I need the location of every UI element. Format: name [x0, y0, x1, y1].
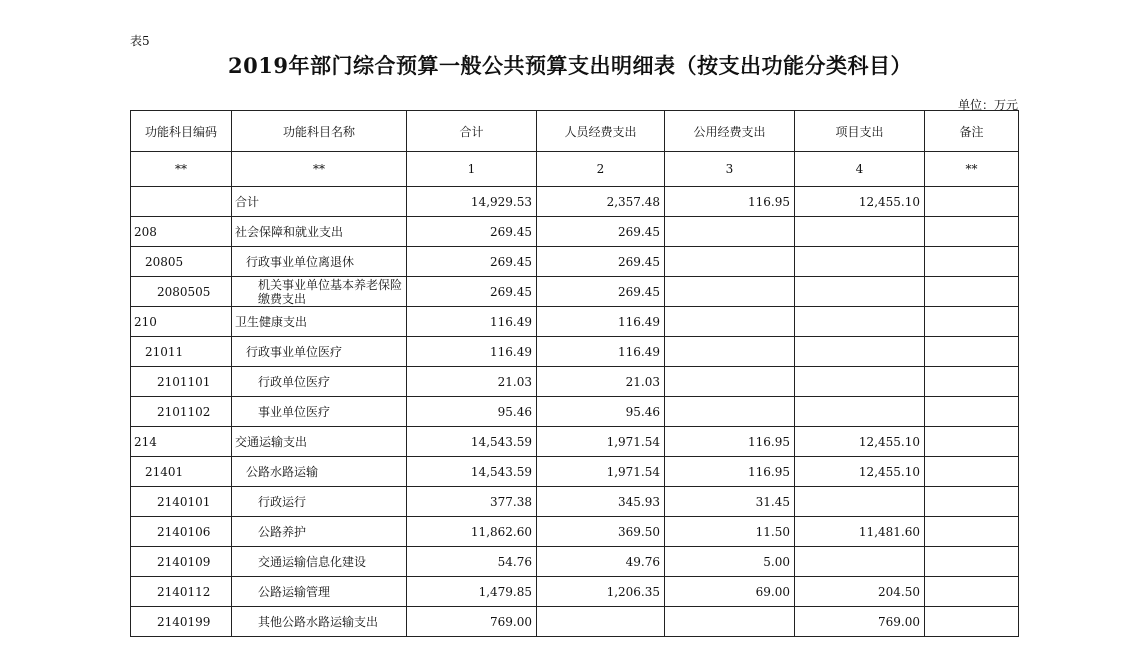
budget-table	[130, 110, 1019, 637]
cell-text: 269.45	[490, 224, 532, 239]
personnel-cell	[537, 217, 665, 247]
cell-text: 2140106	[157, 524, 211, 539]
column-header: 功能科目名称	[232, 111, 407, 152]
name-cell	[232, 487, 407, 517]
column-header: 功能科目编码	[131, 111, 232, 152]
code-cell	[131, 397, 232, 427]
code-cell	[131, 187, 232, 217]
personnel-cell	[537, 607, 665, 637]
code-cell	[131, 247, 232, 277]
cell-text: 行政单位医疗	[258, 374, 331, 389]
name-cell	[232, 397, 407, 427]
table-row	[131, 397, 1019, 427]
index-cell: **	[232, 152, 407, 187]
cell-text: 11,481.60	[858, 524, 920, 539]
cell-text: 769.00	[490, 614, 532, 629]
name-cell	[232, 547, 407, 577]
table-row	[131, 547, 1019, 577]
cell-text: 12,455.10	[858, 194, 920, 209]
code-cell	[131, 337, 232, 367]
total-cell	[407, 607, 537, 637]
cell-text: 2140109	[157, 554, 211, 569]
code-cell	[131, 607, 232, 637]
total-cell	[407, 577, 537, 607]
public-cell	[665, 277, 795, 307]
project-cell	[795, 487, 925, 517]
table-row	[131, 277, 1019, 307]
cell-text: 公路运输管理	[258, 584, 331, 599]
cell-text: 事业单位医疗	[258, 404, 331, 419]
public-cell	[665, 457, 795, 487]
cell-text: 行政事业单位医疗	[246, 344, 343, 359]
name-cell	[232, 577, 407, 607]
index-cell: **	[925, 152, 1019, 187]
note-cell	[925, 517, 1019, 547]
cell-text: 合计	[235, 194, 260, 209]
total-cell	[407, 367, 537, 397]
table-row	[131, 517, 1019, 547]
name-cell	[232, 517, 407, 547]
total-cell	[407, 547, 537, 577]
index-cell: 2	[537, 152, 665, 187]
public-cell	[665, 367, 795, 397]
personnel-cell	[537, 247, 665, 277]
code-cell	[131, 577, 232, 607]
cell-text: 95.46	[497, 404, 532, 419]
code-cell	[131, 517, 232, 547]
name-cell	[232, 187, 407, 217]
cell-text: 交通运输支出	[235, 434, 308, 449]
name-cell	[232, 367, 407, 397]
cell-text: 269.45	[618, 254, 660, 269]
index-row	[131, 152, 1019, 187]
note-cell	[925, 217, 1019, 247]
personnel-cell	[537, 277, 665, 307]
cell-text: 14,543.59	[470, 464, 532, 479]
cell-text: 2080505	[157, 284, 211, 299]
personnel-cell	[537, 577, 665, 607]
project-cell	[795, 547, 925, 577]
public-cell	[665, 217, 795, 247]
public-cell	[665, 337, 795, 367]
public-cell	[665, 577, 795, 607]
cell-text: 2101101	[157, 374, 211, 389]
cell-text: 208	[134, 224, 157, 239]
note-cell	[925, 247, 1019, 277]
total-cell	[407, 517, 537, 547]
project-cell	[795, 427, 925, 457]
cell-text: 行政运行	[258, 494, 307, 509]
cell-text: 1,971.54	[606, 464, 660, 479]
cell-text: 12,455.10	[858, 464, 920, 479]
personnel-cell	[537, 307, 665, 337]
unit-label: 单位：万元	[958, 98, 1019, 112]
personnel-cell	[537, 487, 665, 517]
code-cell	[131, 367, 232, 397]
public-cell	[665, 247, 795, 277]
name-cell	[232, 247, 407, 277]
project-cell	[795, 607, 925, 637]
public-cell	[665, 547, 795, 577]
cell-text: 21.03	[625, 374, 660, 389]
cell-text: 机关事业单位基本养老保险缴费支出	[258, 277, 403, 306]
cell-text: 1,971.54	[606, 434, 660, 449]
code-cell	[131, 427, 232, 457]
cell-text: 行政事业单位离退休	[246, 254, 355, 269]
personnel-cell	[537, 427, 665, 457]
note-cell	[925, 277, 1019, 307]
personnel-cell	[537, 547, 665, 577]
total-cell	[407, 187, 537, 217]
code-cell	[131, 217, 232, 247]
header-row	[131, 111, 1019, 152]
column-header: 人员经费支出	[537, 111, 665, 152]
project-cell	[795, 367, 925, 397]
code-cell	[131, 547, 232, 577]
cell-text: 14,543.59	[470, 434, 532, 449]
personnel-cell	[537, 457, 665, 487]
cell-text: 其他公路水路运输支出	[258, 614, 379, 629]
table-row	[131, 487, 1019, 517]
cell-text: 116.95	[748, 194, 790, 209]
note-cell	[925, 457, 1019, 487]
cell-text: 11,862.60	[470, 524, 532, 539]
public-cell	[665, 307, 795, 337]
project-cell	[795, 457, 925, 487]
index-cell: 4	[795, 152, 925, 187]
project-cell	[795, 187, 925, 217]
code-cell	[131, 307, 232, 337]
cell-text: 卫生健康支出	[235, 314, 308, 329]
cell-text: 69.00	[755, 584, 790, 599]
cell-text: 交通运输信息化建设	[258, 554, 367, 569]
cell-text: 116.95	[748, 464, 790, 479]
name-cell	[232, 607, 407, 637]
project-cell	[795, 397, 925, 427]
note-cell	[925, 607, 1019, 637]
cell-text: 210	[134, 314, 157, 329]
total-cell	[407, 487, 537, 517]
cell-text: 1,206.35	[606, 584, 660, 599]
note-cell	[925, 397, 1019, 427]
cell-text: 345.93	[618, 494, 660, 509]
code-cell	[131, 457, 232, 487]
public-cell	[665, 427, 795, 457]
cell-text: 11.50	[755, 524, 790, 539]
cell-text: 54.76	[497, 554, 532, 569]
public-cell	[665, 517, 795, 547]
cell-text: 2101102	[157, 404, 211, 419]
cell-text: 369.50	[618, 524, 660, 539]
total-cell	[407, 247, 537, 277]
total-cell	[407, 277, 537, 307]
public-cell	[665, 397, 795, 427]
table-row	[131, 247, 1019, 277]
personnel-cell	[537, 367, 665, 397]
column-header: 公用经费支出	[665, 111, 795, 152]
cell-text: 公路水路运输	[246, 464, 319, 479]
table-number: 表5	[130, 34, 150, 48]
table-row	[131, 217, 1019, 247]
project-cell	[795, 277, 925, 307]
cell-text: 21011	[145, 344, 184, 359]
table-row	[131, 427, 1019, 457]
cell-text: 12,455.10	[858, 434, 920, 449]
name-cell	[232, 277, 407, 307]
index-cell: **	[131, 152, 232, 187]
note-cell	[925, 577, 1019, 607]
personnel-cell	[537, 337, 665, 367]
name-cell	[232, 217, 407, 247]
cell-text: 21.03	[497, 374, 532, 389]
cell-text: 269.45	[618, 284, 660, 299]
cell-text: 95.46	[625, 404, 660, 419]
public-cell	[665, 187, 795, 217]
cell-text: 116.95	[748, 434, 790, 449]
cell-text: 14,929.53	[470, 194, 532, 209]
cell-text: 20805	[145, 254, 184, 269]
cell-text: 116.49	[618, 314, 660, 329]
index-cell: 3	[665, 152, 795, 187]
cell-text: 269.45	[490, 254, 532, 269]
total-cell	[407, 457, 537, 487]
table-row	[131, 187, 1019, 217]
column-header: 合计	[407, 111, 537, 152]
project-cell	[795, 307, 925, 337]
cell-text: 116.49	[490, 314, 532, 329]
cell-text: 社会保障和就业支出	[235, 224, 344, 239]
project-cell	[795, 577, 925, 607]
table-row	[131, 577, 1019, 607]
code-cell	[131, 487, 232, 517]
project-cell	[795, 517, 925, 547]
cell-text: 116.49	[490, 344, 532, 359]
public-cell	[665, 607, 795, 637]
cell-text: 269.45	[618, 224, 660, 239]
column-header: 项目支出	[795, 111, 925, 152]
cell-text: 21401	[145, 464, 184, 479]
cell-text: 2140101	[157, 494, 211, 509]
total-cell	[407, 397, 537, 427]
total-cell	[407, 337, 537, 367]
personnel-cell	[537, 187, 665, 217]
table-row	[131, 607, 1019, 637]
cell-text: 1,479.85	[478, 584, 532, 599]
project-cell	[795, 337, 925, 367]
table-row	[131, 307, 1019, 337]
column-header: 备注	[925, 111, 1019, 152]
note-cell	[925, 367, 1019, 397]
public-cell	[665, 487, 795, 517]
cell-text: 269.45	[490, 284, 532, 299]
name-cell	[232, 307, 407, 337]
total-cell	[407, 307, 537, 337]
note-cell	[925, 307, 1019, 337]
total-cell	[407, 217, 537, 247]
project-cell	[795, 247, 925, 277]
note-cell	[925, 427, 1019, 457]
personnel-cell	[537, 517, 665, 547]
table-row	[131, 337, 1019, 367]
note-cell	[925, 337, 1019, 367]
total-cell	[407, 427, 537, 457]
table-row	[131, 457, 1019, 487]
name-cell	[232, 337, 407, 367]
personnel-cell	[537, 397, 665, 427]
cell-text: 214	[134, 434, 157, 449]
note-cell	[925, 487, 1019, 517]
page-title: 2019年部门综合预算一般公共预算支出明细表（按支出功能分类科目）	[228, 53, 912, 78]
cell-text: 2,357.48	[606, 194, 660, 209]
cell-text: 769.00	[878, 614, 920, 629]
cell-text: 49.76	[625, 554, 660, 569]
table-row	[131, 367, 1019, 397]
cell-text: 204.50	[878, 584, 920, 599]
project-cell	[795, 217, 925, 247]
cell-text: 31.45	[755, 494, 790, 509]
cell-text: 377.38	[490, 494, 532, 509]
cell-text: 2140199	[157, 614, 211, 629]
note-cell	[925, 547, 1019, 577]
name-cell	[232, 427, 407, 457]
cell-text: 2140112	[157, 584, 211, 599]
cell-text: 5.00	[763, 554, 790, 569]
cell-text: 116.49	[618, 344, 660, 359]
name-cell	[232, 457, 407, 487]
note-cell	[925, 187, 1019, 217]
index-cell: 1	[407, 152, 537, 187]
code-cell	[131, 277, 232, 307]
cell-text: 公路养护	[258, 524, 307, 539]
